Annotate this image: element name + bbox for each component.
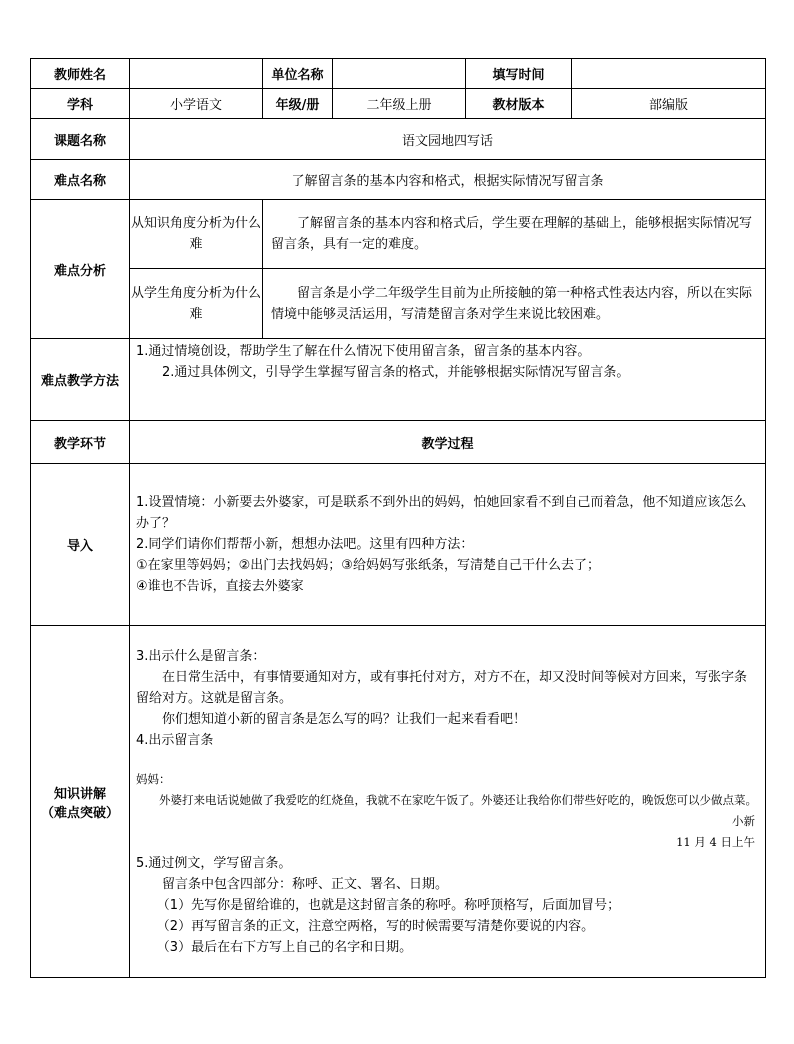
teaching-method-label: 难点教学方法 <box>31 339 130 421</box>
teaching-process-label: 教学过程 <box>130 421 766 464</box>
analysis-row-knowledge <box>31 200 766 269</box>
intro-paragraph-2: 2.同学们请你们帮帮小新，想想办法吧。这里有四种方法： <box>136 537 474 552</box>
knowledge-label-cell <box>31 626 130 978</box>
fill-time-value <box>572 59 766 89</box>
knowledge-row <box>31 626 766 978</box>
intro-row <box>31 464 766 626</box>
student-angle-text-cell <box>263 269 766 339</box>
lesson-plan-table <box>30 58 766 978</box>
subject-label: 学科 <box>31 89 130 119</box>
section-5-item-1: （1）先写你是留给谁的，也就是这封留言条的称呼。称呼顶格写，后面加冒号； <box>156 898 621 913</box>
intro-cell <box>130 464 766 626</box>
section-5-title: 5.通过例文，学写留言条。 <box>136 856 292 871</box>
knowledge-angle-text-cell <box>263 200 766 269</box>
section-3-title: 3.出示什么是留言条： <box>136 649 266 664</box>
section-5-item-3: （3）最后在右下方写上自己的名字和日期。 <box>156 940 413 955</box>
teacher-name-label: 教师姓名 <box>31 59 130 89</box>
teaching-method-line-1: 1.通过情境创设，帮助学生了解在什么情况下使用留言条，留言条的基本内容。 <box>136 344 591 359</box>
note-date: 11 月 4 日上午 <box>676 835 755 849</box>
difficulty-row <box>31 160 766 200</box>
difficulty-analysis-label: 难点分析 <box>31 200 130 339</box>
knowledge-angle-label: 从知识角度分析为什么难 <box>130 200 263 269</box>
knowledge-cell <box>130 626 766 978</box>
subject-value: 小学语文 <box>130 89 263 119</box>
note-signature: 小新 <box>732 814 755 828</box>
header-row-1 <box>31 59 766 89</box>
unit-name-value <box>333 59 466 89</box>
header-row-2 <box>31 89 766 119</box>
section-3-text: 在日常生活中，有事情要通知对方，或有事托付对方，对方不在，却又没时间等候对方回来，写张字条留给对方。这就是留言条。 <box>136 670 748 706</box>
grade-value: 二年级上册 <box>333 89 466 119</box>
student-angle-label: 从学生角度分析为什么难 <box>130 269 263 339</box>
knowledge-label-line-1: 知识讲解 <box>53 786 106 802</box>
section-3-question: 你们想知道小新的留言条是怎么写的吗？让我们一起来看看吧！ <box>162 712 527 727</box>
knowledge-label-line-2: （难点突破） <box>40 805 119 821</box>
difficulty-name-label: 难点名称 <box>31 160 130 200</box>
student-angle-text: 留言条是小学二年级学生目前为止所接触的第一种格式性表达内容，所以在实际情境中能够灵活运用，写清楚留言条对学生来说比较困难。 <box>271 285 753 322</box>
note-body: 外婆打来电话说她做了我爱吃的红烧鱼，我就不在家吃午饭了。外婆还让我给你们带些好吃的，晚饭您可以少做点菜。 <box>159 793 757 807</box>
intro-label: 导入 <box>31 464 130 626</box>
unit-name-label: 单位名称 <box>263 59 333 89</box>
intro-paragraph-3: ①在家里等妈妈；②出门去找妈妈；③给妈妈写张纸条，写清楚自己干什么去了； <box>136 558 600 573</box>
fill-time-label: 填写时间 <box>466 59 572 89</box>
teaching-stage-label: 教学环节 <box>31 421 130 464</box>
teacher-name-value <box>130 59 263 89</box>
analysis-row-student <box>31 269 766 339</box>
process-header-row <box>31 421 766 464</box>
teaching-method-line-2: 2.通过具体例文，引导学生掌握写留言条的格式，并能够根据实际情况写留言条。 <box>162 365 630 380</box>
difficulty-name-value: 了解留言条的基本内容和格式，根据实际情况写留言条 <box>130 160 766 200</box>
intro-paragraph-4: ④谁也不告诉，直接去外婆家 <box>136 579 304 594</box>
lesson-row <box>31 119 766 160</box>
knowledge-angle-text: 了解留言条的基本内容和格式后，学生要在理解的基础上，能够根据实际情况写留言条，具有一定的难度。 <box>271 216 753 252</box>
section-5-intro: 留言条中包含四部分：称呼、正文、署名、日期。 <box>162 877 449 892</box>
note-spacer <box>130 751 765 769</box>
teaching-method-cell <box>130 339 766 421</box>
lesson-title-value: 语文园地四写话 <box>130 119 766 160</box>
intro-paragraph-1: 1.设置情境：小新要去外婆家，可是联系不到外出的妈妈，怕她回家看不到自己而着急，他不知道应该怎么办了？ <box>136 495 747 531</box>
note-greeting: 妈妈： <box>136 772 171 786</box>
section-4-title: 4.出示留言条 <box>136 733 214 748</box>
lesson-title-label: 课题名称 <box>31 119 130 160</box>
method-row <box>31 339 766 421</box>
grade-label: 年级/册 <box>263 89 333 119</box>
section-5-item-2: （2）再写留言条的正文，注意空两格，写的时候需要写清楚你要说的内容。 <box>156 919 595 934</box>
edition-label: 教材版本 <box>466 89 572 119</box>
edition-value: 部编版 <box>572 89 766 119</box>
